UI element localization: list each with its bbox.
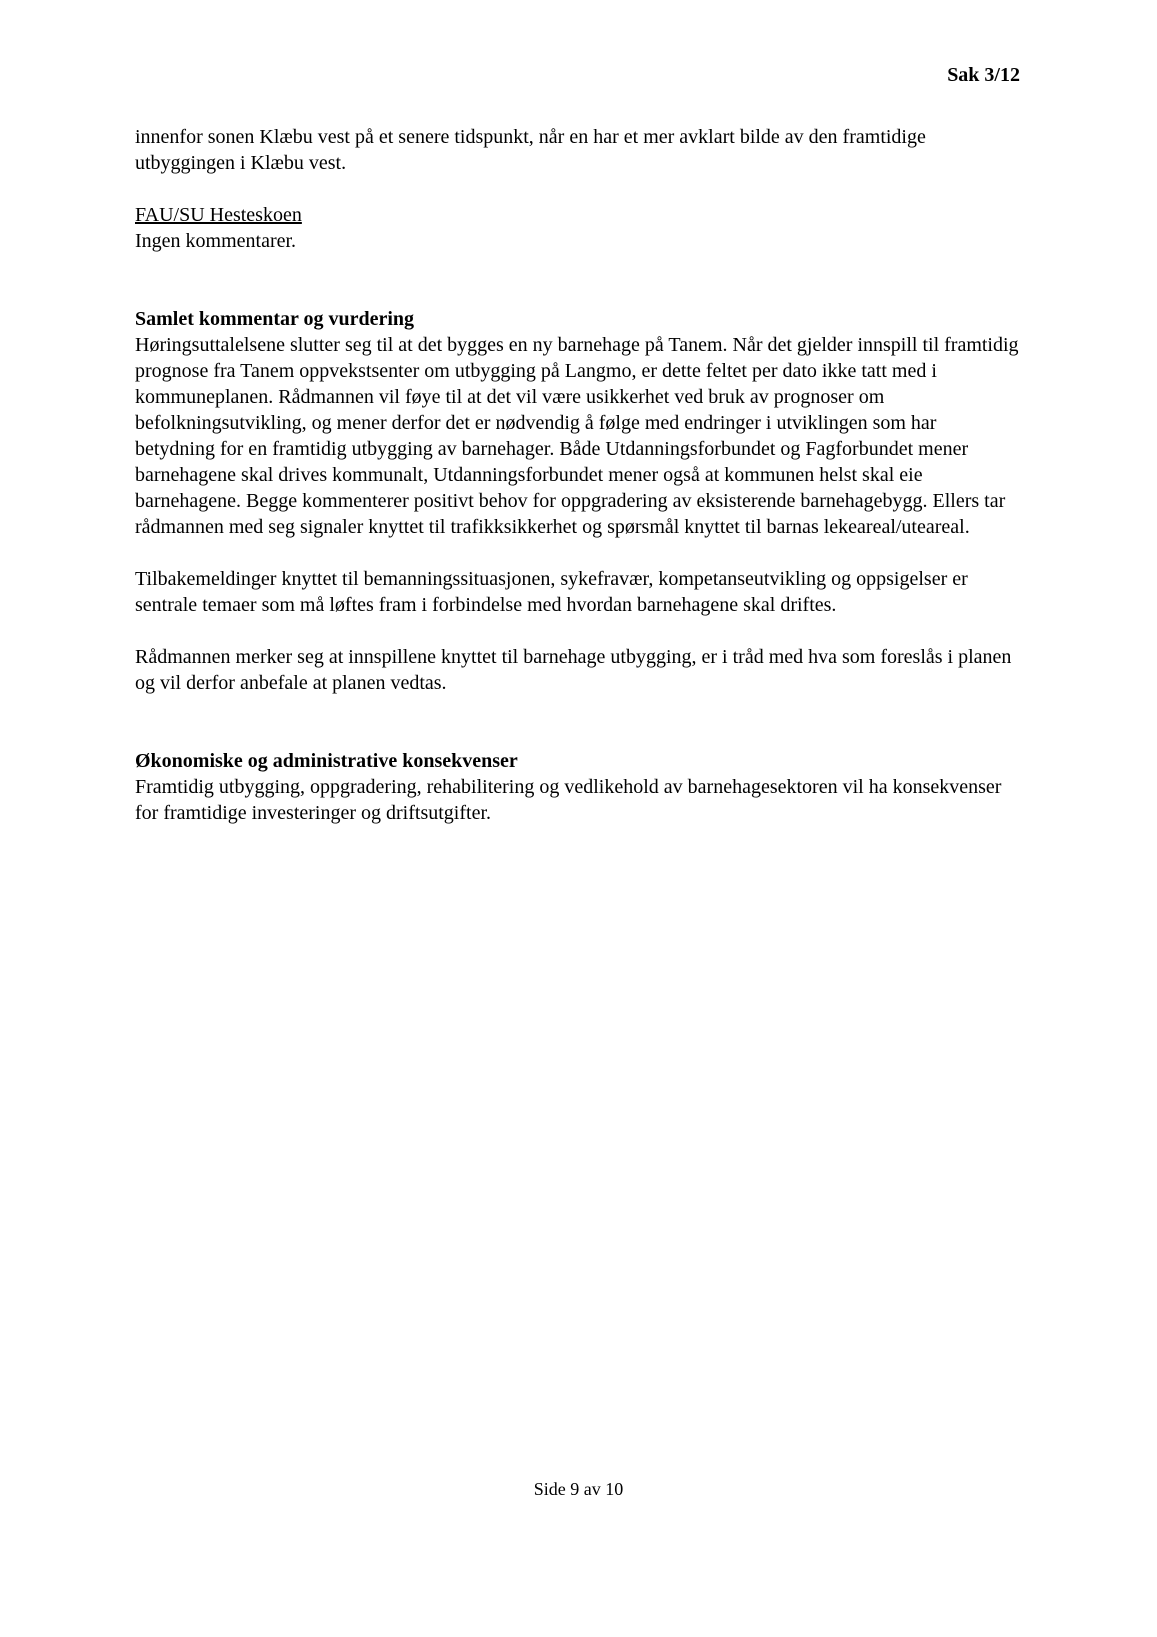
paragraph-intro: innenfor sonen Klæbu vest på et senere tidspunkt, når en har et mer avklart bilde av den framtidige utbyggingen i Klæbu vest. — [135, 126, 926, 174]
subheading-fau-su-hesteskoen: FAU/SU Hesteskoen — [135, 204, 302, 226]
section-heading-okonomiske-konsekvenser: Økonomiske og administrative konsekvenser — [135, 750, 518, 772]
document-content — [135, 124, 1020, 826]
paragraph-okonomiske-1: Framtidig utbygging, oppgradering, rehabilitering og vedlikehold av barnehagesektoren vil ha konsekvenser for framtidige investeringer og driftsutgifter. — [135, 776, 1002, 824]
paragraph-samlet-2: Tilbakemeldinger knyttet til bemanningssituasjonen, sykefravær, kompetanseutvikling og oppsigelser er sentrale temaer som må løftes fram i forbindelse med hvordan barnehagene skal driftes. — [135, 568, 968, 616]
paragraph-fau-comment: Ingen kommentarer. — [135, 230, 297, 252]
paragraph-samlet-1: Høringsuttalelsene slutter seg til at det bygges en ny barnehage på Tanem. Når det gjelder innspill til framtidig prognose fra Tanem oppvekstsenter om utbygging på Langmo, er dette feltet per dato ikke tatt med i kommuneplanen. Rådmannen vil føye til at det vil være usikkerhet ved bruk av prognoser om befolkningsutvikling, og mener derfor det er nødvendig å følge med endringer i utviklingen som har betydning for en framtidig utbygging av barnehager. Både Utdanningsforbundet og Fagforbundet mener barnehagene skal drives kommunalt, Utdanningsforbundet mener også at kommunen helst skal eie barnehagene. Begge kommenterer positivt behov for oppgradering av eksisterende barnehagebygg. Ellers tar rådmannen med seg signaler knyttet til trafikksikkerhet og spørsmål knyttet til barnas lekeareal/uteareal. — [135, 334, 1019, 538]
paragraph-samlet-3: Rådmannen merker seg at innspillene knyttet til barnehage utbygging, er i tråd med hva som foreslås i planen og vil derfor anbefale at planen vedtas. — [135, 646, 1012, 694]
section-heading-samlet-kommentar: Samlet kommentar og vurdering — [135, 308, 415, 330]
page-number-footer: Side 9 av 10 — [533, 1479, 624, 1499]
case-number: Sak 3/12 — [947, 64, 1020, 86]
